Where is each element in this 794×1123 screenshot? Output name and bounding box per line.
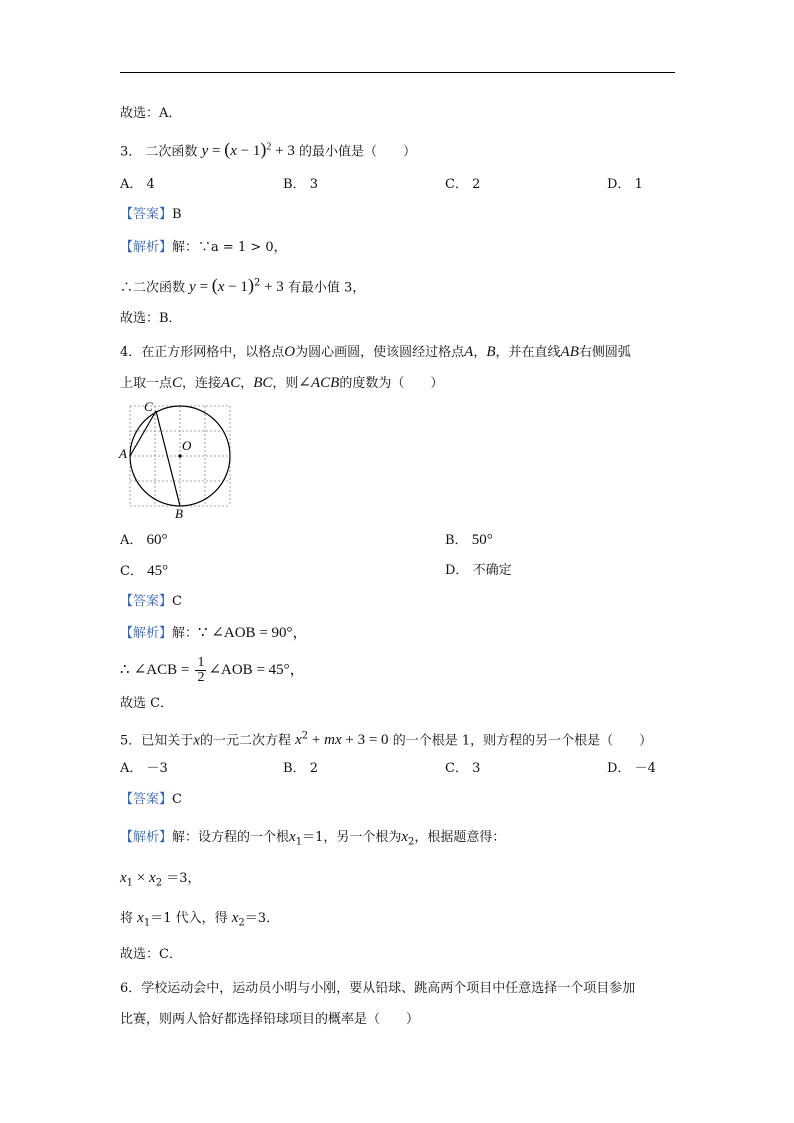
q4-conclusion: 故选 C． [120, 696, 174, 711]
segment-ac [130, 411, 156, 456]
answer-tag: 【答案】 [120, 792, 173, 807]
label-a: A [119, 446, 127, 461]
q5-option-b[interactable]: B． 2 [283, 761, 318, 776]
q3-stem-pre: 二次函数 [145, 144, 198, 160]
q5-stem: 5．已知关于x的一元二次方程 $x^2$ + mx + 3 = 0 的一个根是 1，则方程的另一个根是（ ） [120, 731, 653, 749]
q4-option-c[interactable]: C． 45° [120, 563, 169, 579]
answer-tag: 【答案】 [120, 594, 173, 609]
q5-option-d[interactable]: D． －4 [607, 761, 656, 776]
q5-product: $x_1 \times x_2 =3$， [120, 870, 201, 889]
q3-therefore: ∴二次函数 $y = (x - 1)^2 + 3$ 有最小值 3， [120, 275, 366, 296]
q3-option-b[interactable]: B． 3 [283, 177, 318, 192]
answer-tag: 【答案】 [120, 207, 173, 222]
q4-analysis: 【解析】解：∵ ∠AOB = 90°， [120, 625, 308, 641]
q5-analysis: 【解析】解：设方程的一个根$x_1=1$，另一个根为$x_2$，根据题意得： [120, 829, 506, 848]
q4-option-b[interactable]: B． 50° [445, 532, 493, 548]
q3-option-a[interactable]: A． 4 [120, 177, 155, 192]
q5-option-c[interactable]: C． 3 [445, 761, 481, 776]
q3-conclusion: 故选：B． [120, 311, 182, 326]
analysis-tag: 【解析】 [120, 240, 173, 255]
q3-answer: 【答案】B [120, 207, 182, 222]
fraction-half: $\frac{1}{2}$ [197, 655, 205, 685]
q4-answer: 【答案】C [120, 594, 182, 609]
analysis-tag: 【解析】 [120, 626, 173, 641]
q6-stem-line2: 比赛，则两人恰好都选择铅球项目的概率是（ ） [120, 1012, 420, 1027]
segment-bc [156, 411, 180, 506]
header-rule [120, 72, 675, 73]
q4-stem-line1: 4．在正方形网格中，以格点O为圆心画圆，使该圆经过格点A，B，并在直线AB右侧圆弧 [120, 344, 631, 360]
q3-stem [120, 138, 416, 162]
q3-option-d[interactable]: D． 1 [607, 177, 643, 192]
analysis-tag: 【解析】 [120, 830, 173, 845]
center-point [178, 454, 181, 457]
q3-analysis: 【解析】解：∵a = 1 > 0， [120, 240, 287, 255]
label-b: B [175, 506, 183, 520]
q3-number: 3． [120, 144, 142, 160]
q3-formula-2: $y = (x - 1)^2 + 3$ [189, 275, 284, 296]
q5-conclusion: 故选：C． [120, 947, 182, 962]
q5-substitute: 将 $x_1=1$ 代入，得 $x_2=3$． [120, 910, 280, 929]
q5-option-a[interactable]: A． －3 [120, 761, 168, 776]
q3-formula: $y = (x - 1)^2 + 3$ [201, 139, 295, 160]
q5-answer: 【答案】C [120, 792, 182, 807]
q4-stem-line2: 上取一点C，连接AC，BC，则∠ACB的度数为（ ） [120, 375, 444, 391]
q5-equation: $x^2$ + mx + 3 = 0 [295, 731, 389, 749]
q4-therefore: ∴ ∠ACB = $\frac{1}{2}$ ∠AOB = 45°， [120, 655, 305, 685]
q4-option-d[interactable]: D． 不确定 [445, 563, 512, 578]
q2-conclusion: 故选：A． [120, 106, 182, 121]
q4-option-a[interactable]: A． 60° [120, 532, 168, 548]
label-o: O [182, 438, 192, 453]
q3-stem-post: 的最小值是（ ） [298, 144, 416, 160]
q6-stem-line1: 6．学校运动会中，运动员小明与小刚，要从铅球、跳高两个项目中任意选择一个项目参加 [120, 981, 636, 996]
q3-option-c[interactable]: C． 2 [445, 177, 481, 192]
q4-figure [115, 398, 240, 520]
label-c: C [144, 399, 153, 414]
